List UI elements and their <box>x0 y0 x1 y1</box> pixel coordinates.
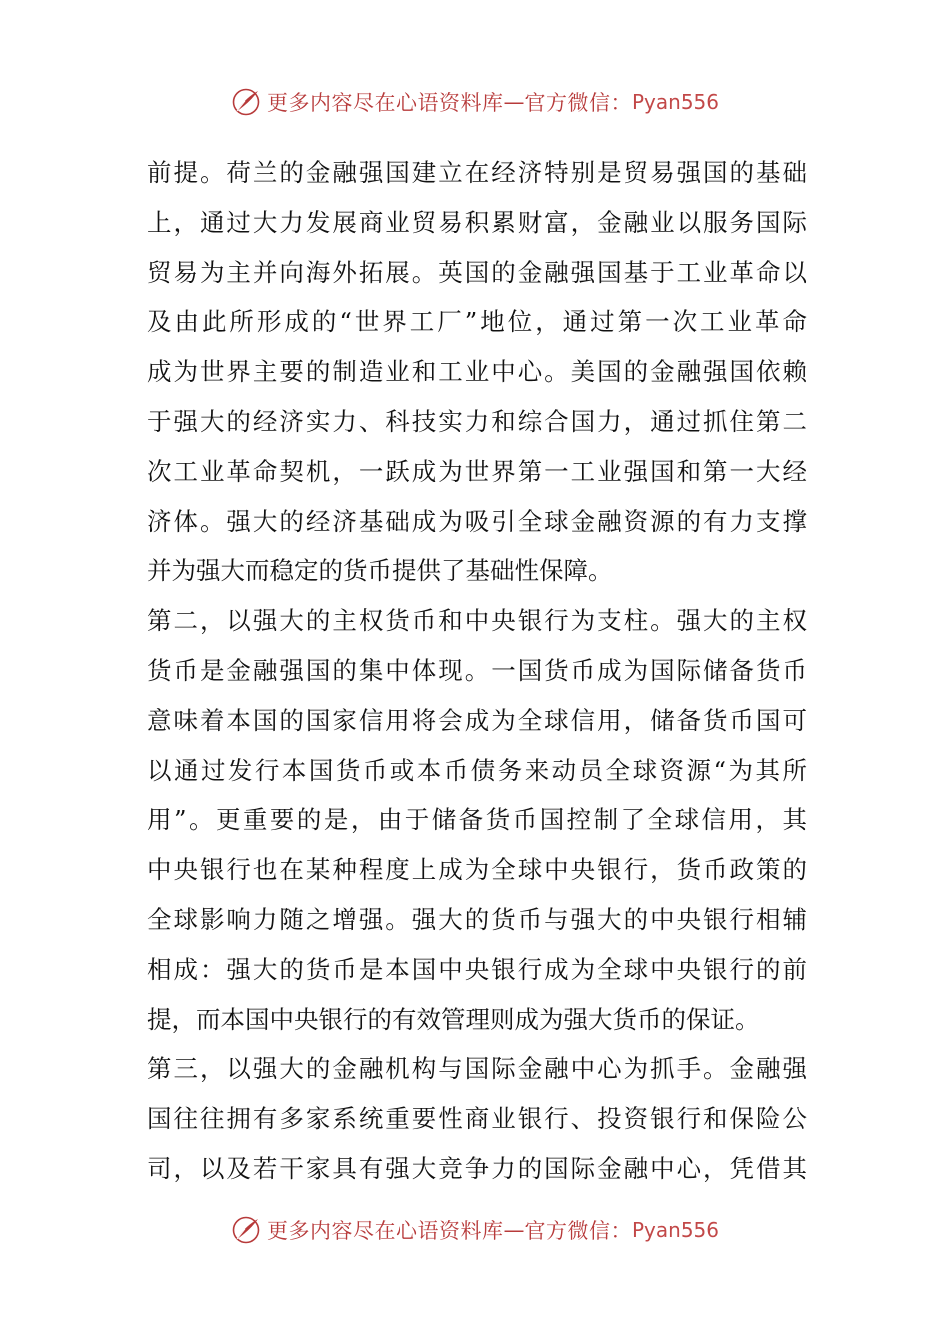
contact-label: 官方微信： <box>524 91 632 115</box>
text-line: 司，以及若干家具有强大竞争力的国际金融中心，凭借其 <box>147 1153 807 1183</box>
text-line: 贸易为主并向海外拓展。英国的金融强国基于工业革命以 <box>147 257 807 287</box>
text-line: 次工业革命契机，一跃成为世界第一工业强国和第一大经 <box>147 456 807 486</box>
banner-separator: — <box>503 90 525 114</box>
paragraph-end-line: 提，而本国中央银行的有效管理则成为强大货币的保证。 <box>147 1004 760 1034</box>
text-line: 用”。更重要的是，由于储备货币国控制了全球信用，其 <box>147 805 807 835</box>
text-line: 国往往拥有多家系统重要性商业银行、投资银行和保险公 <box>147 1104 807 1134</box>
site-name: 更多内容尽在心语资料库 <box>266 91 504 115</box>
header-banner <box>0 82 950 122</box>
text-line: 及由此所形成的“世界工厂”地位，通过第一次工业革命 <box>147 307 807 337</box>
text-line: 成为世界主要的制造业和工业中心。美国的金融强国依赖 <box>147 357 807 387</box>
banner-separator: — <box>503 1218 525 1242</box>
quill-logo-icon <box>231 87 261 117</box>
text-line: 前提。荷兰的金融强国建立在经济特别是贸易强国的基础 <box>147 158 807 187</box>
text-line: 于强大的经济实力、科技实力和综合国力，通过抓住第二 <box>147 406 807 436</box>
contact-id: Pyan556 <box>631 1218 719 1242</box>
text-line: 济体。强大的经济基础成为吸引全球金融资源的有力支撑 <box>147 506 807 536</box>
text-line: 相成：强大的货币是本国中央银行成为全球中央银行的前 <box>147 954 807 984</box>
paragraph-end-line: 并为强大而稳定的货币提供了基础性保障。 <box>147 556 613 586</box>
quill-logo-icon <box>231 1215 261 1245</box>
text-line: 货币是金融强国的集中体现。一国货币成为国际储备货币 <box>147 655 807 685</box>
contact-label: 官方微信： <box>524 1219 632 1243</box>
text-line: 第三，以强大的金融机构与国际金融中心为抓手。金融强 <box>147 1054 807 1084</box>
footer-banner <box>0 1210 950 1250</box>
text-line: 以通过发行本国货币或本币债务来动员全球资源“为其所 <box>147 755 807 785</box>
site-name: 更多内容尽在心语资料库 <box>266 1219 504 1243</box>
contact-id: Pyan556 <box>631 90 719 114</box>
text-line: 中央银行也在某种程度上成为全球中央银行，货币政策的 <box>147 855 807 885</box>
text-line: 全球影响力随之增强。强大的货币与强大的中央银行相辅 <box>147 904 807 934</box>
document-body <box>147 148 807 1194</box>
text-line: 上，通过大力发展商业贸易积累财富，金融业以服务国际 <box>147 207 807 237</box>
text-line: 第二，以强大的主权货币和中央银行为支柱。强大的主权 <box>147 606 807 636</box>
text-line: 意味着本国的国家信用将会成为全球信用，储备货币国可 <box>147 705 807 735</box>
